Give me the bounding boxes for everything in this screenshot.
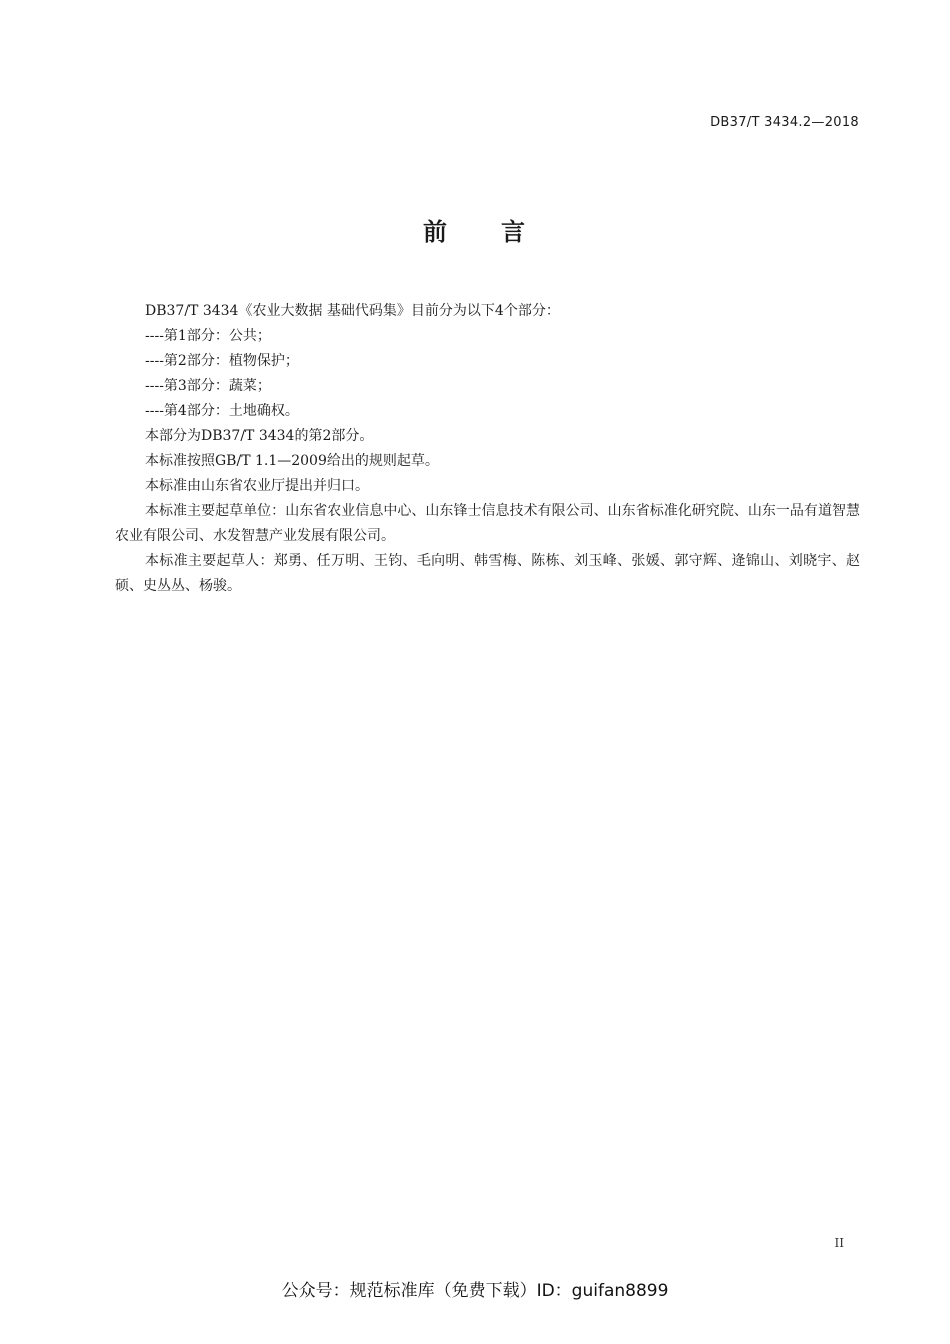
paragraph-this-part: 本部分为DB37/T 3434的第2部分。 bbox=[145, 428, 374, 444]
paragraph-part-4: ----第4部分：土地确权。 bbox=[145, 403, 299, 419]
paragraph-part-1: ----第1部分：公共； bbox=[145, 328, 271, 344]
title-char-2: 言 bbox=[501, 218, 527, 246]
paragraph-drafting-rules: 本标准按照GB/T 1.1—2009给出的规则起草。 bbox=[145, 453, 439, 469]
page-number: II bbox=[834, 1236, 844, 1250]
document-code: DB37/T 3434.2—2018 bbox=[710, 115, 859, 130]
paragraph-drafters: 本标准主要起草人：郑勇、任万明、王钧、毛向明、韩雪梅、陈栋、刘玉峰、张媛、郭守辉、逄锦山、刘晓宇、赵硕、史丛丛、杨骏。 bbox=[115, 553, 860, 594]
paragraph-part-3: ----第3部分：蔬菜； bbox=[145, 378, 271, 394]
title-char-1: 前 bbox=[423, 218, 449, 246]
paragraph-proposer: 本标准由山东省农业厅提出并归口。 bbox=[145, 478, 369, 494]
paragraph-intro: DB37/T 3434《农业大数据 基础代码集》目前分为以下4个部分： bbox=[145, 303, 560, 319]
paragraph-part-2: ----第2部分：植物保护； bbox=[145, 353, 299, 369]
page-title bbox=[0, 212, 950, 247]
watermark-text: 公众号：规范标准库（免费下载）ID：guifan8899 bbox=[281, 1281, 669, 1301]
foreword-body bbox=[115, 299, 860, 599]
paragraph-drafting-units: 本标准主要起草单位：山东省农业信息中心、山东锋士信息技术有限公司、山东省标准化研究院、山东一品有道智慧农业有限公司、水发智慧产业发展有限公司。 bbox=[115, 503, 860, 544]
